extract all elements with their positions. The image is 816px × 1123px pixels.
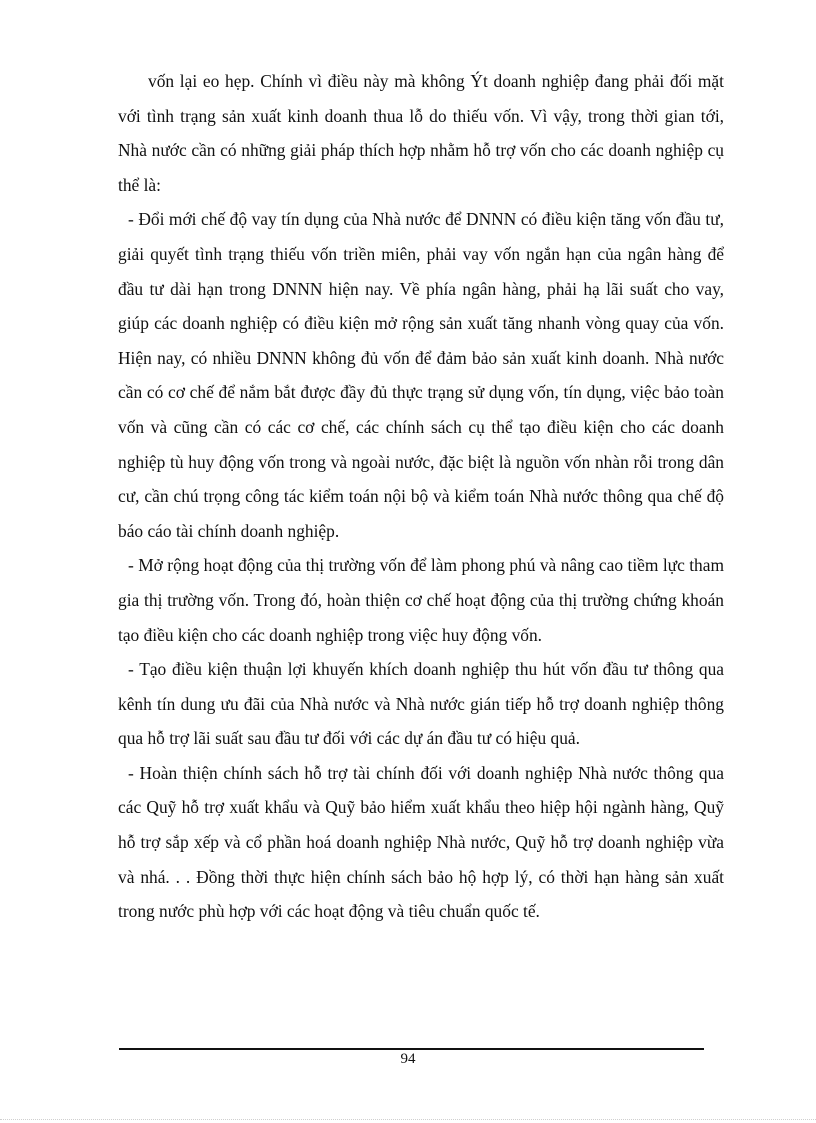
paragraph-capital-market: - Mở rộng hoạt động của thị trường vốn để làm phong phú và nâng cao tiềm lực tham gia thị trường vốn. Trong đó, hoàn thiện cơ chế hoạt động của thị trường chứng khoán tạo điều kiện cho các doanh nghiệp trong việc huy động vốn.: [118, 555, 724, 645]
paragraph-credit-reform: - Đổi mới chế độ vay tín dụng của Nhà nước để DNNN có điều kiện tăng vốn đầu tư, giải quyết tình trạng thiếu vốn triền miên, phải vay vốn ngắn hạn của ngân hàng để đầu tư dài hạn trong DNNN hiện nay. Về phía ngân hàng, phải hạ lãi suất cho vay, giúp các doanh nghiệp có điều kiện mở rộng sản xuất tăng nhanh vòng quay của vốn. Hiện nay, có nhiều DNNN không đủ vốn để đảm bảo sản xuất kinh doanh. Nhà nước cần có cơ chế để nắm bắt được đầy đủ thực trạng sử dụng vốn, tín dụng, việc bảo toàn vốn và cũng cần có các cơ chế, các chính sách cụ thể tạo điều kiện cho các doanh nghiệp tù huy động vốn trong và ngoài nước, đặc biệt là nguồn vốn nhàn rỗi trong dân cư, cần chú trọng công tác kiểm toán nội bộ và kiểm toán Nhà nước thông qua chế độ báo cáo tài chính doanh nghiệp.: [118, 209, 724, 541]
page-number: 94: [400, 1051, 416, 1067]
paragraph-intro: vốn lại eo hẹp. Chính vì điều này mà không Ýt doanh nghiệp đang phải đối mặt với tình trạng sản xuất kinh doanh thua lỗ do thiếu vốn. Vì vậy, trong thời gian tới, Nhà nước cần có những giải pháp thích hợp nhằm hỗ trợ vốn cho các doanh nghiệp cụ thể là:: [118, 71, 724, 195]
page-bottom-border: [0, 1119, 816, 1120]
document-body: [118, 64, 724, 929]
paragraph-financial-support-policy: - Hoàn thiện chính sách hỗ trợ tài chính đối với doanh nghiệp Nhà nước thông qua các Quỹ hỗ trợ xuất khẩu và Quỹ bảo hiểm xuất khẩu theo hiệp hội ngành hàng, Quỹ hỗ trợ sắp xếp và cổ phần hoá doanh nghiệp Nhà nước, Quỹ hỗ trợ doanh nghiệp vừa và nhá. . . Đồng thời thực hiện chính sách bảo hộ hợp lý, có thời hạn hàng sản xuất trong nước phù hợp với các hoạt động và tiêu chuẩn quốc tế.: [118, 762, 724, 922]
paragraph-investment-incentives: - Tạo điều kiện thuận lợi khuyến khích doanh nghiệp thu hút vốn đầu tư thông qua kênh tín dung ưu đãi của Nhà nước và Nhà nước gián tiếp hỗ trợ doanh nghiệp thông qua hỗ trợ lãi suất sau đầu tư đối với các dự án đầu tư có hiệu quả.: [118, 659, 724, 749]
footer-divider: [119, 1048, 704, 1050]
